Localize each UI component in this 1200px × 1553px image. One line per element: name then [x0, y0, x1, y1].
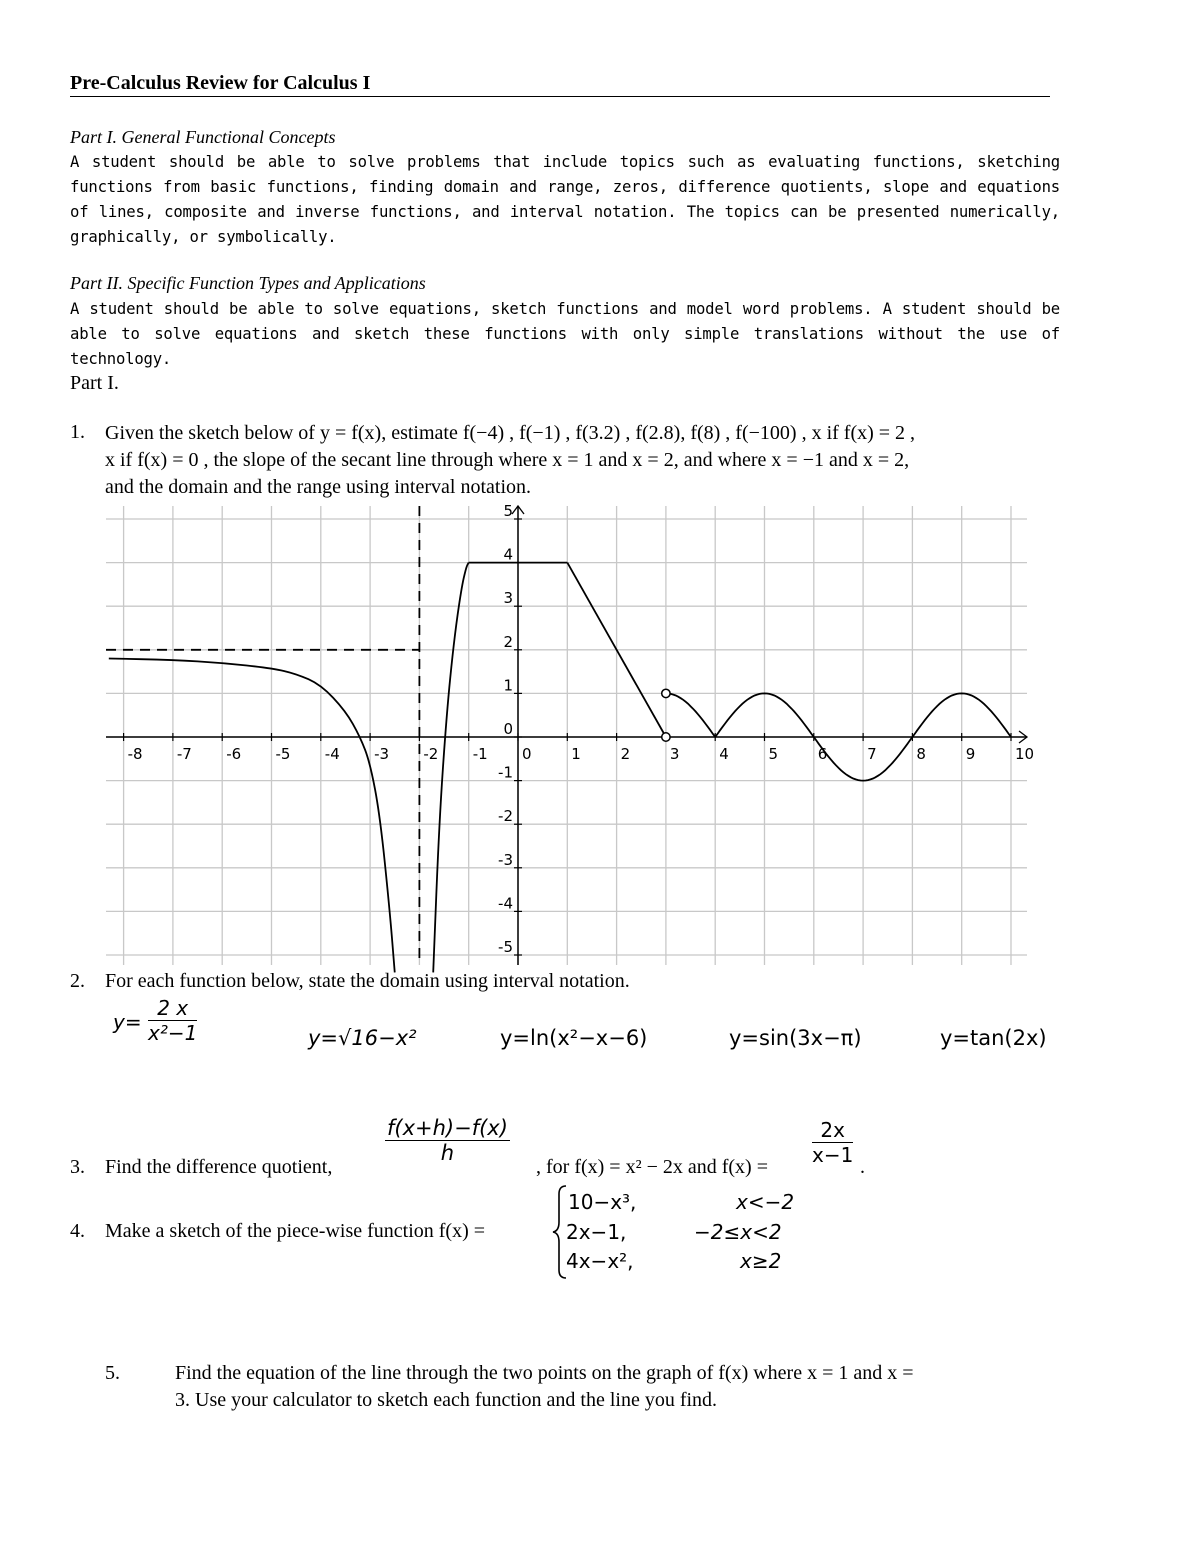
tick-labels — [128, 502, 1034, 956]
piece-2-cond: −2≤x<2 — [694, 1220, 782, 1244]
q1-number: 1. — [70, 421, 85, 443]
x-tick-label: 3 — [669, 745, 680, 763]
q2-f1-lhs: y= — [113, 1010, 142, 1034]
part1-text: A student should be able to solve problems that include topics such as evaluating functions, sketching functions from basic functions, finding domain and range, zeros, difference quotients, slope and equations of lines, composite and inverse functions, and interval notation. The topics can be presented numerically, graphically, or symbolically. — [70, 153, 1060, 246]
q1-line2: x if f(x) = 0 , the slope of the secant line through where x = 1 and x = 2, and where x = −1 and x = 2, — [105, 449, 910, 471]
q2-f4: y=sin(3x−π) — [729, 1026, 862, 1050]
y-tick-label: -1 — [498, 763, 513, 782]
y-tick-label: 4 — [503, 545, 513, 564]
part1-heading: Part I. General Functional Concepts — [70, 127, 336, 147]
q1-line1: Given the sketch below of y = f(x), estimate f(−4) , f(−1) , f(3.2) , f(2.8), f(8) , f(−100) , x if f(x) = 2 , — [105, 422, 916, 444]
q2-f3: y=ln(x²−x−6) — [500, 1026, 648, 1050]
x-tick-label: -2 — [423, 745, 439, 763]
x-tick-label: 2 — [620, 745, 631, 763]
y-tick-label: 3 — [503, 589, 513, 608]
q3-middle: , for f(x) = x² − 2x and f(x) = — [536, 1156, 768, 1178]
x-tick-label: 10 — [1015, 745, 1035, 763]
q3-f-fraction — [812, 1118, 853, 1167]
q3-prompt: Find the difference quotient, — [105, 1156, 333, 1178]
q2-number: 2. — [70, 970, 85, 992]
x-tick-label: 0 — [522, 745, 532, 763]
q2-f5: y=tan(2x) — [940, 1026, 1047, 1050]
q1-line3: and the domain and the range using interval notation. — [105, 476, 531, 498]
y-tick-label: 1 — [503, 676, 513, 695]
y-tick-label: -2 — [498, 807, 513, 826]
grid-lines — [106, 506, 1027, 965]
dq-numerator: f(x+h)−f(x) — [387, 1116, 508, 1140]
piece-3-cond: x≥2 — [740, 1249, 782, 1273]
axes — [106, 506, 1027, 965]
q5-line2: 3. Use your calculator to sketch each function and the line you find. — [175, 1389, 718, 1411]
x-tick-label: 1 — [571, 745, 581, 763]
section-label: Part I. — [70, 372, 119, 394]
x-tick-label: 9 — [965, 745, 976, 763]
q4-number: 4. — [70, 1220, 85, 1242]
q4-prompt: Make a sketch of the piece-wise function f(x) = — [105, 1220, 486, 1242]
q5-line1: Find the equation of the line through the two points on the graph of f(x) where x = 1 and x = — [175, 1362, 914, 1384]
q2-prompt: For each function below, state the domain using interval notation. — [105, 970, 630, 992]
q2-f1-numerator: 2 x — [148, 996, 197, 1021]
open-point — [662, 689, 670, 697]
x-tick-label: 8 — [916, 745, 926, 763]
part2-text: A student should be able to solve equations, sketch functions and model word problems. A student should be able to solve equations and sketch these functions with only simple translations without the use of technology. — [70, 300, 1060, 368]
x-tick-label: 5 — [768, 745, 779, 763]
y-tick-label: 2 — [503, 632, 513, 651]
piece-1-cond: x<−2 — [736, 1190, 795, 1214]
q2-f2: y=√16−x² — [308, 1026, 417, 1050]
y-tick-label: 0 — [503, 720, 513, 738]
y-tick-label: -3 — [498, 850, 513, 869]
piece-2-expr: 2x−1, — [566, 1220, 627, 1244]
x-tick-label: -5 — [275, 745, 291, 763]
open-point — [662, 733, 670, 741]
q5-number: 5. — [105, 1362, 120, 1384]
q3-end: . — [860, 1156, 865, 1178]
difference-quotient — [385, 1116, 510, 1165]
piece-1-expr: 10−x³, — [568, 1190, 637, 1214]
page-title: Pre-Calculus Review for Calculus I — [70, 72, 1050, 97]
dq-denominator: h — [440, 1141, 455, 1165]
x-tick-label: 6 — [817, 745, 828, 763]
piece-3-expr: 4x−x², — [566, 1249, 634, 1273]
q2-f1-denominator: x²−1 — [148, 1021, 198, 1045]
y-tick-label: -4 — [498, 894, 513, 913]
x-tick-label: -3 — [374, 745, 390, 763]
x-tick-label: -6 — [226, 745, 242, 763]
x-tick-label: -7 — [176, 745, 192, 763]
y-tick-label: -5 — [498, 938, 513, 956]
x-tick-label: -1 — [472, 745, 488, 763]
q2-f1-fraction — [148, 996, 197, 1045]
part2-heading: Part II. Specific Function Types and Applications — [70, 273, 426, 293]
y-tick-label: 5 — [503, 502, 513, 520]
x-tick-label: 4 — [719, 745, 729, 763]
curve-left_branch — [109, 659, 395, 973]
q3-number: 3. — [70, 1156, 85, 1178]
q3-f-denominator: x−1 — [812, 1143, 854, 1167]
q3-f-numerator: 2x — [812, 1118, 853, 1143]
x-tick-label: 7 — [867, 745, 877, 763]
x-tick-label: -4 — [324, 745, 340, 763]
x-tick-label: -8 — [127, 745, 143, 763]
